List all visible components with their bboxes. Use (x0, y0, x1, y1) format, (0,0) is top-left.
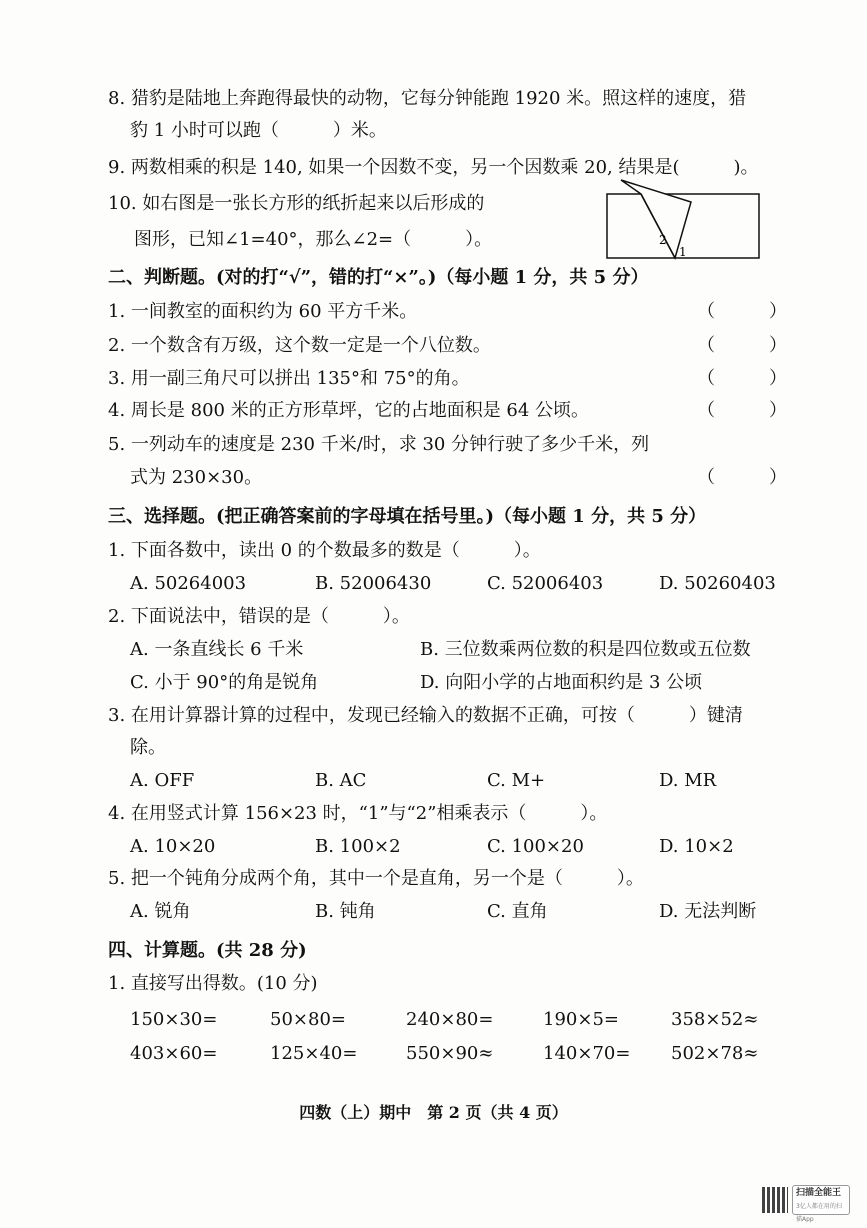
angle-1-label: 1 (679, 245, 687, 259)
sec3-q1-opt-c[interactable]: C. 52006403 (487, 573, 604, 594)
folded-paper-figure (605, 178, 765, 262)
calc-r1-c1: 150×30= (130, 1009, 218, 1030)
sec3-q2-opt-c[interactable]: C. 小于 90°的角是锐角 (130, 672, 319, 693)
q10-line1: 10. 如右图是一张长方形的纸折起来以后形成的 (108, 193, 485, 214)
q10-line2: 图形，已知∠1=40°，那么∠2=（ ）。 (134, 229, 493, 250)
sec3-q1-stem: 1. 下面各数中，读出 0 的个数最多的数是（ ）。 (108, 540, 541, 561)
calc-r1-c4: 190×5= (543, 1009, 619, 1030)
sec3-title: 三、选择题。(把正确答案前的字母填在括号里。)（每小题 1 分，共 5 分） (108, 506, 707, 527)
sec3-q1-opt-a[interactable]: A. 50264003 (130, 573, 247, 594)
sec2-item3: 3. 用一副三角尺可以拼出 135°和 75°的角。 (108, 368, 470, 389)
calc-r2-c5: 502×78≈ (671, 1043, 759, 1064)
angle-2-label: 2 (659, 233, 667, 247)
sec4-sub1: 1. 直接写出得数。(10 分) (108, 973, 318, 994)
sec3-q4-opt-b[interactable]: B. 100×2 (315, 836, 401, 857)
sec2-item2: 2. 一个数含有万级，这个数一定是一个八位数。 (108, 335, 491, 356)
q8-line2: 豹 1 小时可以跑（ ）米。 (130, 120, 387, 141)
sec3-q5-opt-b[interactable]: B. 钝角 (315, 901, 376, 922)
scanner-watermark-sub: 3亿人都在用的扫描App (796, 1203, 842, 1223)
q8-line1: 8. 猎豹是陆地上奔跑得最快的动物，它每分钟能跑 1920 米。照这样的速度，猎 (108, 88, 747, 109)
sec2-answer1[interactable]: （ ） (697, 301, 787, 322)
sec3-q2-opt-b[interactable]: B. 三位数乘两位数的积是四位数或五位数 (420, 639, 751, 660)
sec2-item4: 4. 周长是 800 米的正方形草坪，它的占地面积是 64 公顷。 (108, 400, 590, 421)
sec3-q1-opt-d[interactable]: D. 50260403 (659, 573, 776, 594)
scanner-watermark-title: 扫描全能王 (796, 1188, 842, 1198)
sec3-q3-stem: 3. 在用计算器计算的过程中，发现已经输入的数据不正确，可按（ ）键清 (108, 705, 743, 726)
sec2-item1: 1. 一间教室的面积约为 60 平方千米。 (108, 301, 418, 322)
sec3-q2-opt-a[interactable]: A. 一条直线长 6 千米 (130, 639, 304, 660)
calc-r2-c1: 403×60= (130, 1043, 218, 1064)
sec3-q3-opt-d[interactable]: D. MR (659, 770, 717, 791)
sec3-q3-opt-b[interactable]: B. AC (315, 770, 367, 791)
page-footer: 四数（上）期中 第 2 页（共 4 页） (299, 1103, 568, 1122)
calc-r1-c5: 358×52≈ (671, 1009, 759, 1030)
sec3-q1-opt-b[interactable]: B. 52006430 (315, 573, 432, 594)
sec3-q2-opt-d[interactable]: D. 向阳小学的占地面积约是 3 公顷 (420, 672, 703, 693)
sec2-item5: 5. 一列动车的速度是 230 千米/时，求 30 分钟行驶了多少千米，列 (108, 434, 650, 455)
sec3-q4-opt-c[interactable]: C. 100×20 (487, 836, 584, 857)
sec4-title: 四、计算题。(共 28 分) (108, 940, 307, 961)
sec3-q4-opt-d[interactable]: D. 10×2 (659, 836, 734, 857)
calc-r1-c2: 50×80= (270, 1009, 346, 1030)
sec3-q3-opt-c[interactable]: C. M+ (487, 770, 546, 791)
sec2-title: 二、判断题。(对的打“√”，错的打“×”。)（每小题 1 分，共 5 分） (108, 267, 649, 288)
sec3-q3-opt-a[interactable]: A. OFF (130, 770, 195, 791)
calc-r1-c3: 240×80= (406, 1009, 494, 1030)
sec3-q5-opt-a[interactable]: A. 锐角 (130, 901, 191, 922)
calc-r2-c2: 125×40= (270, 1043, 358, 1064)
scanner-watermark (792, 1185, 850, 1223)
sec3-q5-opt-c[interactable]: C. 直角 (487, 901, 548, 922)
sec3-q3-stem2: 除。 (130, 737, 166, 758)
sec2-answer5[interactable]: （ ） (697, 467, 787, 488)
sec2-item5-line2: 式为 230×30。 (130, 467, 263, 488)
sec2-answer3[interactable]: （ ） (697, 368, 787, 389)
qr-code-icon (762, 1187, 788, 1213)
calc-r2-c4: 140×70= (543, 1043, 631, 1064)
q9: 9. 两数相乘的积是 140, 如果一个因数不变，另一个因数乘 20, 结果是( )。 (108, 157, 759, 178)
sec3-q5-stem: 5. 把一个钝角分成两个角，其中一个是直角，另一个是（ ）。 (108, 868, 644, 889)
sec3-q5-opt-d[interactable]: D. 无法判断 (659, 901, 757, 922)
sec2-answer4[interactable]: （ ） (697, 400, 787, 421)
calc-r2-c3: 550×90≈ (406, 1043, 494, 1064)
sec3-q4-stem: 4. 在用竖式计算 156×23 时，“1”与“2”相乘表示（ ）。 (108, 803, 608, 824)
sec3-q2-stem: 2. 下面说法中，错误的是（ ）。 (108, 606, 410, 627)
sec3-q4-opt-a[interactable]: A. 10×20 (130, 836, 216, 857)
sec2-answer2[interactable]: （ ） (697, 335, 787, 356)
